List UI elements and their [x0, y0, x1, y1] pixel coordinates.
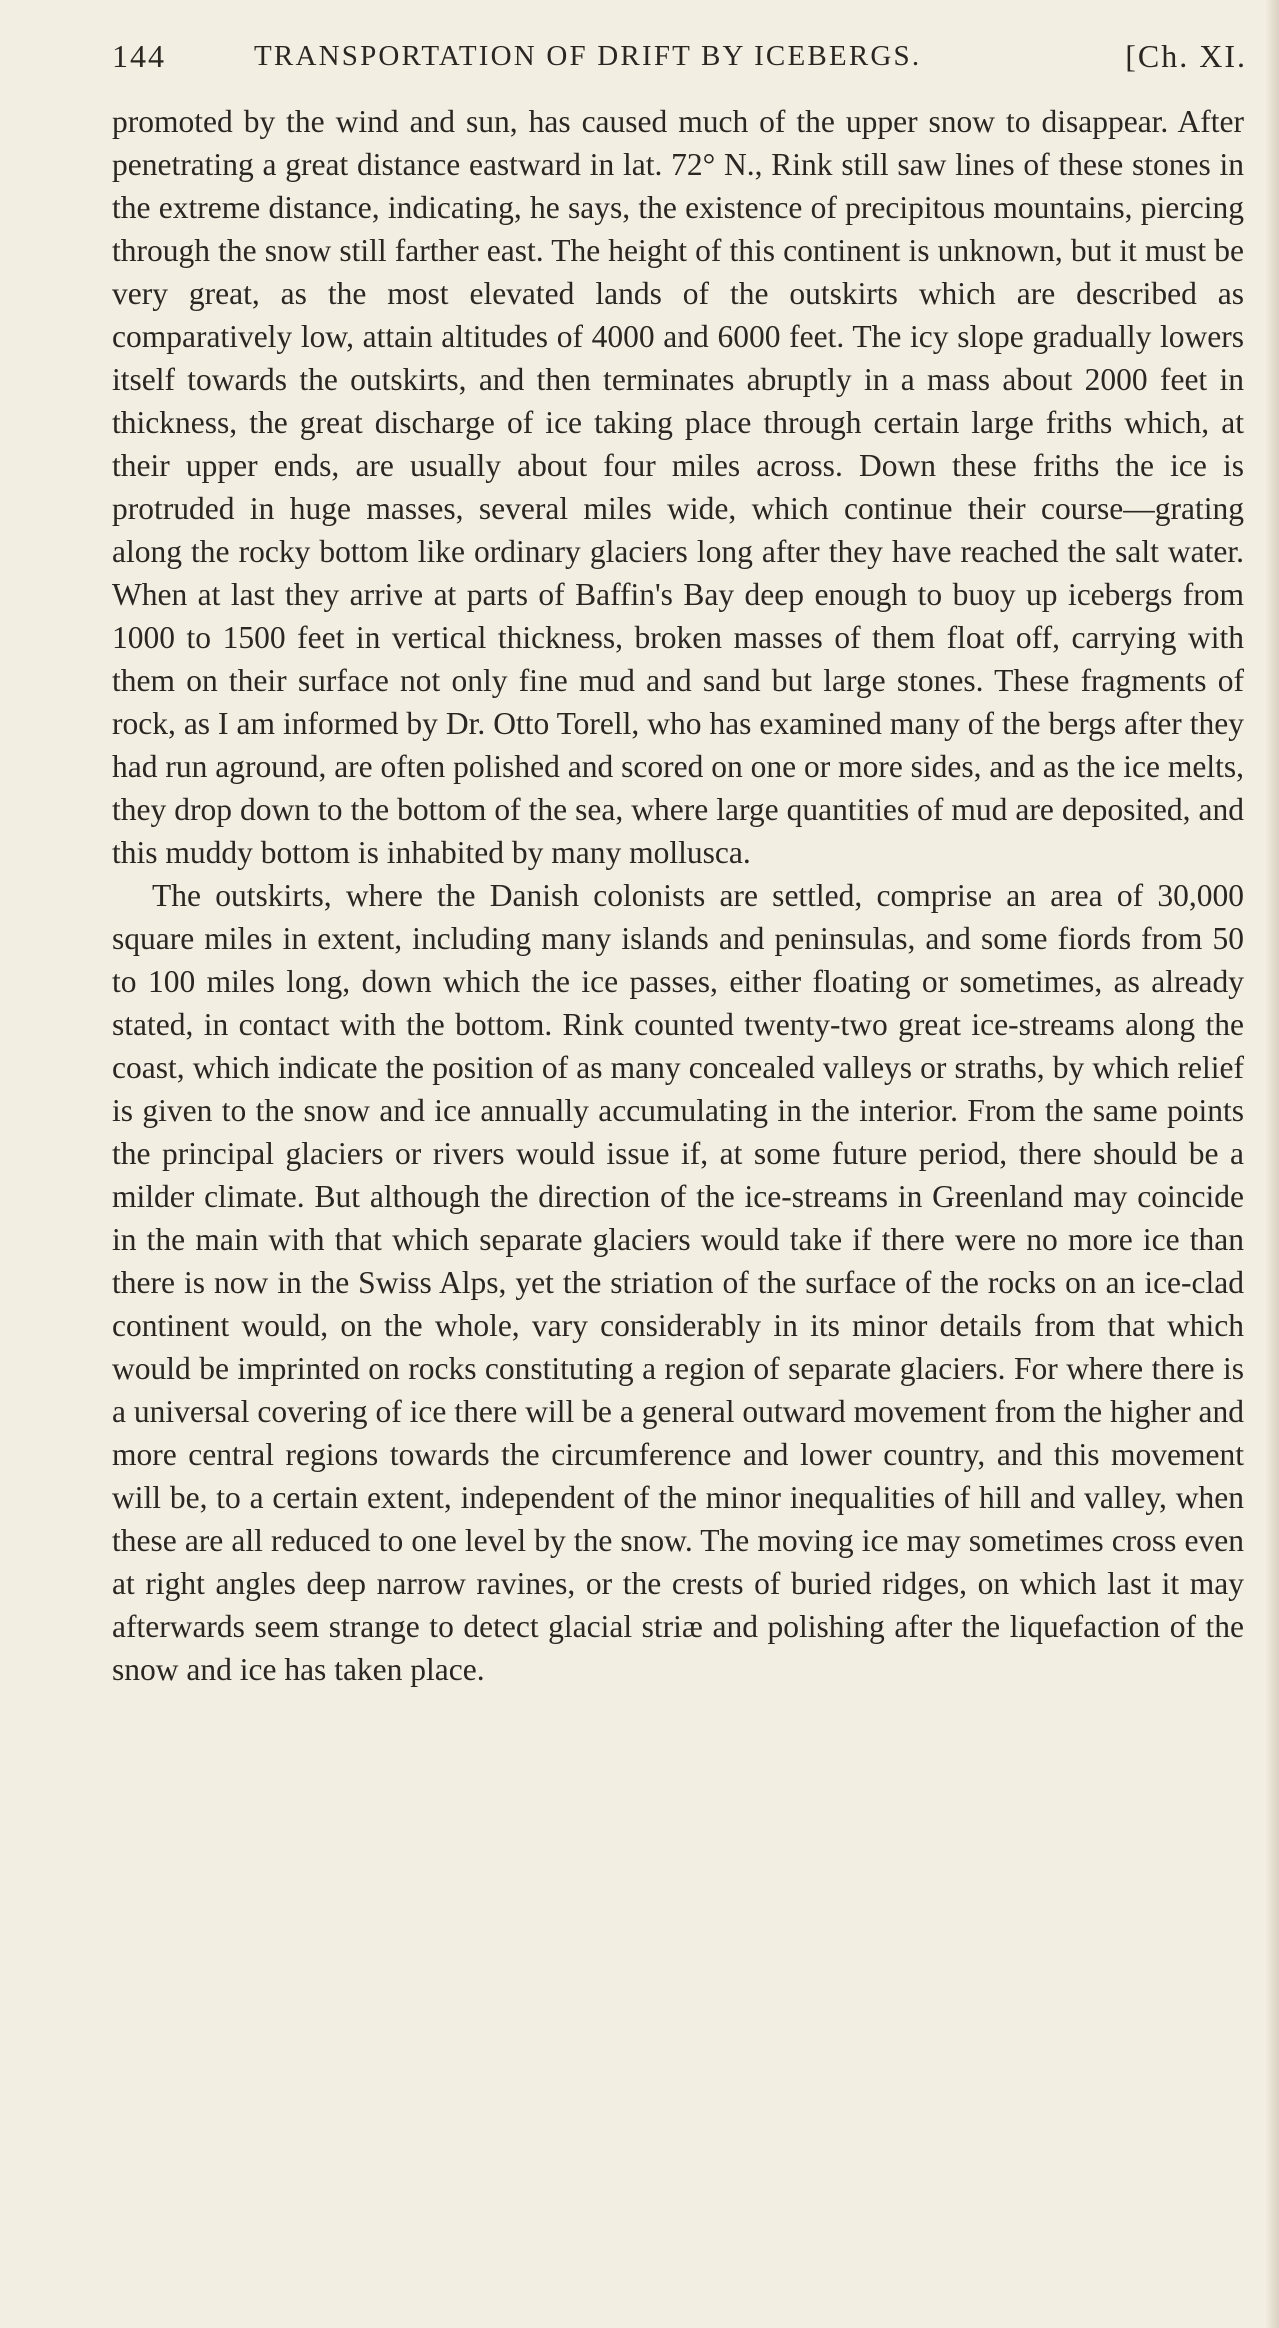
page-edge-shadow [1265, 0, 1279, 2328]
chapter-reference: [Ch. XI. [1125, 38, 1247, 74]
paragraph-outskirts: The outskirts, where the Danish colonists are settled, comprise an area of 30,000 square miles in extent, including many islands and peninsulas, and some fiords from 50 to 100 miles long, down which the ice passes, either floating or sometimes, as already stated, in contact with the bottom. Rink counted twenty-two great ice-streams along the coast, which indicate the position of as many concealed valleys or straths, by which relief is given to the snow and ice annually accumulating in the interior. From the same points the principal glaciers or rivers would issue if, at some future period, there should be a milder climate. But although the direction of the ice-streams in Greenland may coincide in the main with that which separate glaciers would take if there were no more ice than there is now in the Swiss Alps, yet the striation of the surface of the rocks on an ice-clad continent would, on the whole, vary considerably in its minor details from that which would be imprinted on rocks constituting a region of separate glaciers. For where there is a universal covering of ice there will be a general outward movement from the higher and more central regions towards the circumference and lower country, and this movement will be, to a certain extent, independent of the minor inequalities of hill and valley, when these are all reduced to one level by the snow. The moving ice may sometimes cross even at right angles deep narrow ravines, or the crests of buried ridges, on which last it may afterwards seem strange to detect glacial striæ and polishing after the liquefaction of the snow and ice has taken place. [112, 878, 1244, 1687]
paragraph-continued: promoted by the wind and sun, has caused much of the upper snow to disappear. After penetrating a great distance eastward in lat. 72° N., Rink still saw lines of these stones in the extreme distance, indicating, he says, the existence of precipitous mountains, piercing through the snow still farther east. The height of this continent is unknown, but it must be very great, as the most elevated lands of the outskirts which are described as comparatively low, attain altitudes of 4000 and 6000 feet. The icy slope gradually lowers itself towards the outskirts, and then terminates abruptly in a mass about 2000 feet in thickness, the great discharge of ice taking place through certain large friths which, at their upper ends, are usually about four miles across. Down these friths the ice is protruded in huge masses, several miles wide, which continue their course—grating along the rocky bottom like ordinary glaciers long after they have reached the salt water. When at last they arrive at parts of Baffin's Bay deep enough to buoy up icebergs from 1000 to 1500 feet in vertical thickness, broken masses of them float off, carrying with them on their surface not only fine mud and sand but large stones. These fragments of rock, as I am informed by Dr. Otto Torell, who has examined many of the bergs after they had run aground, are often polished and scored on one or more sides, and as the ice melts, they drop down to the bottom of the sea, where large quantities of mud are deposited, and this muddy bottom is inhabited by many mollusca. [112, 104, 1244, 870]
page-number: 144 [112, 38, 166, 74]
body-text [112, 100, 1244, 1691]
running-title: TRANSPORTATION OF DRIFT BY ICEBERGS. [254, 40, 922, 72]
running-header [112, 38, 1247, 82]
